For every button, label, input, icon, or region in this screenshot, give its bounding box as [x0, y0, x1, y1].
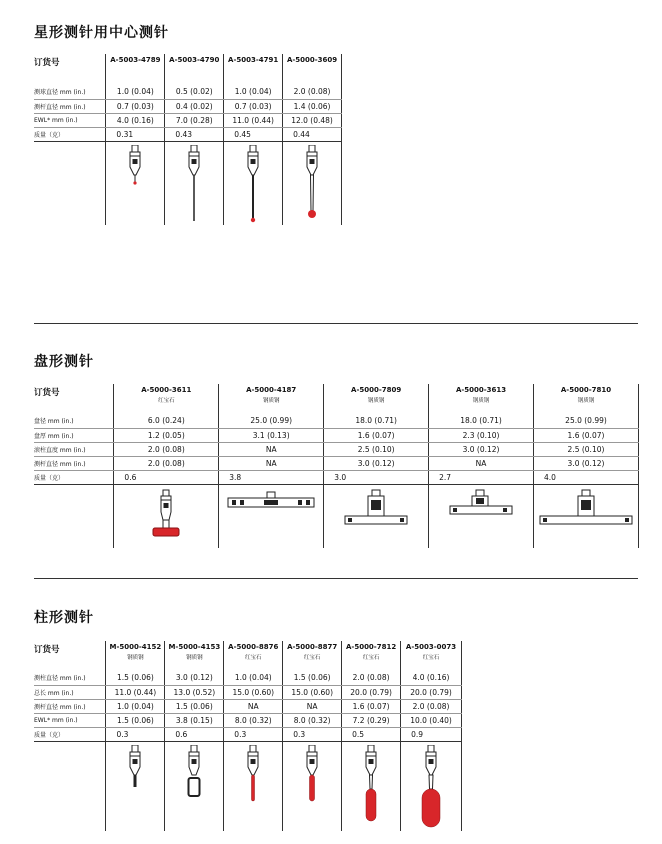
- star-stylus-icon: [184, 145, 204, 225]
- table-row: [34, 470, 639, 484]
- row-label: EWL* mm (in.): [34, 113, 106, 127]
- column-header: A-5000-3611 红宝石: [114, 384, 219, 414]
- table-cell: 12.0 (0.48): [283, 113, 342, 127]
- star-stylus-icon: [243, 145, 263, 225]
- row-label: 测杆直径 mm (in.): [34, 99, 106, 113]
- row-label: 质量（克）: [34, 127, 106, 141]
- table-cell: 11.0 (0.44): [224, 113, 283, 127]
- ruby-disc-stylus-icon: [150, 488, 182, 544]
- table-cell: 7.2 (0.29): [342, 713, 401, 727]
- table-cell: 6.0 (0.24): [114, 414, 219, 428]
- section-title-cylinder: 柱形测针: [34, 610, 94, 626]
- table-cell: 1.2 (0.05): [114, 428, 219, 442]
- cylinder-stylus-icon: [184, 745, 204, 801]
- row-label: 测杆直径 mm (in.): [34, 699, 106, 713]
- table-cell: 15.0 (0.60): [283, 685, 342, 699]
- order-number-label: 订货号: [34, 388, 60, 398]
- disc-stylus-icon: [538, 488, 634, 532]
- column-header: A-5000-8877 红宝石: [283, 641, 342, 671]
- table-cell: NA: [219, 442, 324, 456]
- disc-stylus-icon: [226, 488, 316, 518]
- table-cell: 0.6: [114, 470, 219, 484]
- stylus-image: [429, 484, 534, 548]
- stylus-image: [533, 484, 638, 548]
- table-cell: 0.5 (0.02): [165, 85, 224, 99]
- stylus-image: [224, 141, 283, 225]
- order-number-label: 订货号: [34, 58, 60, 68]
- column-header: A-5000-3613 钢质钢: [429, 384, 534, 414]
- table-cell: 20.0 (0.79): [401, 685, 462, 699]
- table-cell: 1.6 (0.07): [533, 428, 638, 442]
- row-label: 质量（克）: [34, 727, 106, 741]
- stylus-image: [342, 741, 401, 831]
- table-row: [34, 699, 462, 713]
- table-row: [34, 456, 639, 470]
- section-title-disc: 盘形测针: [34, 354, 94, 370]
- table-cell: 1.5 (0.06): [165, 699, 224, 713]
- table-cell: 2.0 (0.08): [114, 456, 219, 470]
- star-stylus-icon: [302, 145, 322, 221]
- table-row: [34, 671, 462, 685]
- stylus-image: [219, 484, 324, 548]
- stylus-image: [165, 141, 224, 225]
- table-cell: 1.0 (0.04): [106, 699, 165, 713]
- table-cell: 15.0 (0.60): [224, 685, 283, 699]
- table-row: [34, 428, 639, 442]
- table-cell: 0.7 (0.03): [106, 99, 165, 113]
- table-cell: 0.4 (0.02): [165, 99, 224, 113]
- star-stylus-icon: [125, 145, 145, 197]
- material-label: 钢质钢: [127, 655, 144, 661]
- table-cell: 2.0 (0.08): [114, 442, 219, 456]
- material-label: 红宝石: [303, 655, 321, 661]
- table-cell: 1.5 (0.06): [283, 671, 342, 685]
- table-cell: 8.0 (0.32): [224, 713, 283, 727]
- column-header: A-5000-3609: [283, 54, 342, 85]
- column-header: A-5000-4187 钢质钢: [219, 384, 324, 414]
- table-cell: 2.0 (0.08): [401, 699, 462, 713]
- table-cell: 1.5 (0.06): [106, 671, 165, 685]
- cylinder-stylus-icon: [302, 745, 322, 805]
- table-cell: 10.0 (0.40): [401, 713, 462, 727]
- table-row: [34, 727, 462, 741]
- disc-stylus-icon: [448, 488, 514, 522]
- row-label: 测球直径 mm (in.): [34, 85, 106, 99]
- row-label: 质量（克）: [34, 470, 114, 484]
- table-cell: 0.3: [224, 727, 283, 741]
- material-label: 红宝石: [422, 655, 440, 661]
- stylus-image: [401, 741, 462, 831]
- cylinder-stylus-icon: [125, 745, 145, 791]
- cylinder-stylus-icon: [417, 745, 445, 831]
- table-row: [34, 414, 639, 428]
- star-stylus-table: [34, 54, 342, 225]
- order-number-label: 订货号: [34, 645, 60, 655]
- stylus-image: [324, 484, 429, 548]
- divider: [34, 323, 638, 324]
- table-cell: 0.9: [401, 727, 462, 741]
- row-label: 测杆直径 mm (in.): [34, 456, 114, 470]
- table-cell: NA: [224, 699, 283, 713]
- table-cell: 1.0 (0.04): [224, 85, 283, 99]
- divider: [34, 578, 638, 579]
- material-label: 红宝石: [245, 655, 262, 661]
- stylus-image: [224, 741, 283, 831]
- table-cell: 1.6 (0.07): [324, 428, 429, 442]
- material-label: 钢质钢: [367, 398, 385, 404]
- material-label: 钢质钢: [577, 398, 595, 404]
- table-cell: NA: [219, 456, 324, 470]
- table-cell: 3.0 (0.12): [533, 456, 638, 470]
- table-cell: 18.0 (0.71): [429, 414, 534, 428]
- material-label: 钢质钢: [472, 398, 490, 404]
- table-cell: NA: [283, 699, 342, 713]
- table-cell: 2.0 (0.08): [283, 85, 342, 99]
- table-cell: 3.8: [219, 470, 324, 484]
- table-cell: 4.0: [533, 470, 638, 484]
- table-cell: 3.8 (0.15): [165, 713, 224, 727]
- stylus-image: [106, 141, 165, 225]
- row-label: 测柱直径 mm (in.): [34, 671, 106, 685]
- column-header: A-5000-7812 红宝石: [342, 641, 401, 671]
- table-cell: 1.0 (0.04): [106, 85, 165, 99]
- table-cell: 3.0 (0.12): [165, 671, 224, 685]
- cylinder-stylus-icon: [243, 745, 263, 805]
- table-cell: 25.0 (0.99): [219, 414, 324, 428]
- table-row: [34, 113, 342, 127]
- table-cell: 3.0 (0.12): [429, 442, 534, 456]
- table-cell: 3.0 (0.12): [324, 456, 429, 470]
- column-header: A-5003-0073 红宝石: [401, 641, 462, 671]
- table-cell: 0.43: [165, 127, 224, 141]
- table-cell: 0.31: [106, 127, 165, 141]
- table-cell: 13.0 (0.52): [165, 685, 224, 699]
- table-row: [34, 442, 639, 456]
- column-header: A-5003-4789: [106, 54, 165, 85]
- table-cell: 4.0 (0.16): [401, 671, 462, 685]
- table-row: [34, 85, 342, 99]
- cylinder-stylus-icon: [359, 745, 383, 825]
- disc-stylus-icon: [341, 488, 411, 532]
- row-label: EWL* mm (in.): [34, 713, 106, 727]
- row-label: 滚柱直度 mm (in.): [34, 442, 114, 456]
- table-cell: 8.0 (0.32): [283, 713, 342, 727]
- table-cell: 0.44: [283, 127, 342, 141]
- table-cell: 0.5: [342, 727, 401, 741]
- table-cell: 0.45: [224, 127, 283, 141]
- table-cell: 3.0: [324, 470, 429, 484]
- table-cell: 0.6: [165, 727, 224, 741]
- column-header: A-5003-4791: [224, 54, 283, 85]
- stylus-image: [106, 741, 165, 831]
- table-cell: 25.0 (0.99): [533, 414, 638, 428]
- table-cell: 0.7 (0.03): [224, 99, 283, 113]
- row-label: 总长 mm (in.): [34, 685, 106, 699]
- row-label: 盘厚 mm (in.): [34, 428, 114, 442]
- stylus-image: [283, 741, 342, 831]
- column-header: A-5000-8876 红宝石: [224, 641, 283, 671]
- table-cell: 11.0 (0.44): [106, 685, 165, 699]
- table-cell: 1.0 (0.04): [224, 671, 283, 685]
- cylinder-stylus-table: [34, 641, 462, 831]
- table-row: [34, 127, 342, 141]
- row-label: 盘径 mm (in.): [34, 414, 114, 428]
- column-header: A-5000-7810 钢质钢: [533, 384, 638, 414]
- table-cell: 1.4 (0.06): [283, 99, 342, 113]
- material-label: 红宝石: [362, 655, 380, 661]
- table-cell: 4.0 (0.16): [106, 113, 165, 127]
- column-header: M-5000-4152 钢质钢: [106, 641, 165, 671]
- table-cell: 0.3: [106, 727, 165, 741]
- material-label: 红宝石: [158, 398, 175, 404]
- column-header: A-5003-4790: [165, 54, 224, 85]
- disc-stylus-table: [34, 384, 639, 548]
- stylus-image: [283, 141, 342, 225]
- stylus-image: [114, 484, 219, 548]
- stylus-image: [165, 741, 224, 831]
- table-cell: 7.0 (0.28): [165, 113, 224, 127]
- table-cell: 2.0 (0.08): [342, 671, 401, 685]
- table-row: [34, 99, 342, 113]
- table-row: [34, 713, 462, 727]
- material-label: 钢质钢: [262, 398, 280, 404]
- table-cell: 2.3 (0.10): [429, 428, 534, 442]
- table-cell: 3.1 (0.13): [219, 428, 324, 442]
- table-cell: 20.0 (0.79): [342, 685, 401, 699]
- table-cell: NA: [429, 456, 534, 470]
- table-cell: 0.3: [283, 727, 342, 741]
- material-label: 钢质钢: [186, 655, 203, 661]
- table-cell: 2.5 (0.10): [324, 442, 429, 456]
- section-title-star: 星形测针用中心测针: [34, 25, 169, 41]
- table-cell: 1.5 (0.06): [106, 713, 165, 727]
- table-cell: 2.5 (0.10): [533, 442, 638, 456]
- table-cell: 2.7: [429, 470, 534, 484]
- column-header: M-5000-4153 钢质钢: [165, 641, 224, 671]
- column-header: A-5000-7809 钢质钢: [324, 384, 429, 414]
- table-cell: 18.0 (0.71): [324, 414, 429, 428]
- table-cell: 1.6 (0.07): [342, 699, 401, 713]
- table-row: [34, 685, 462, 699]
